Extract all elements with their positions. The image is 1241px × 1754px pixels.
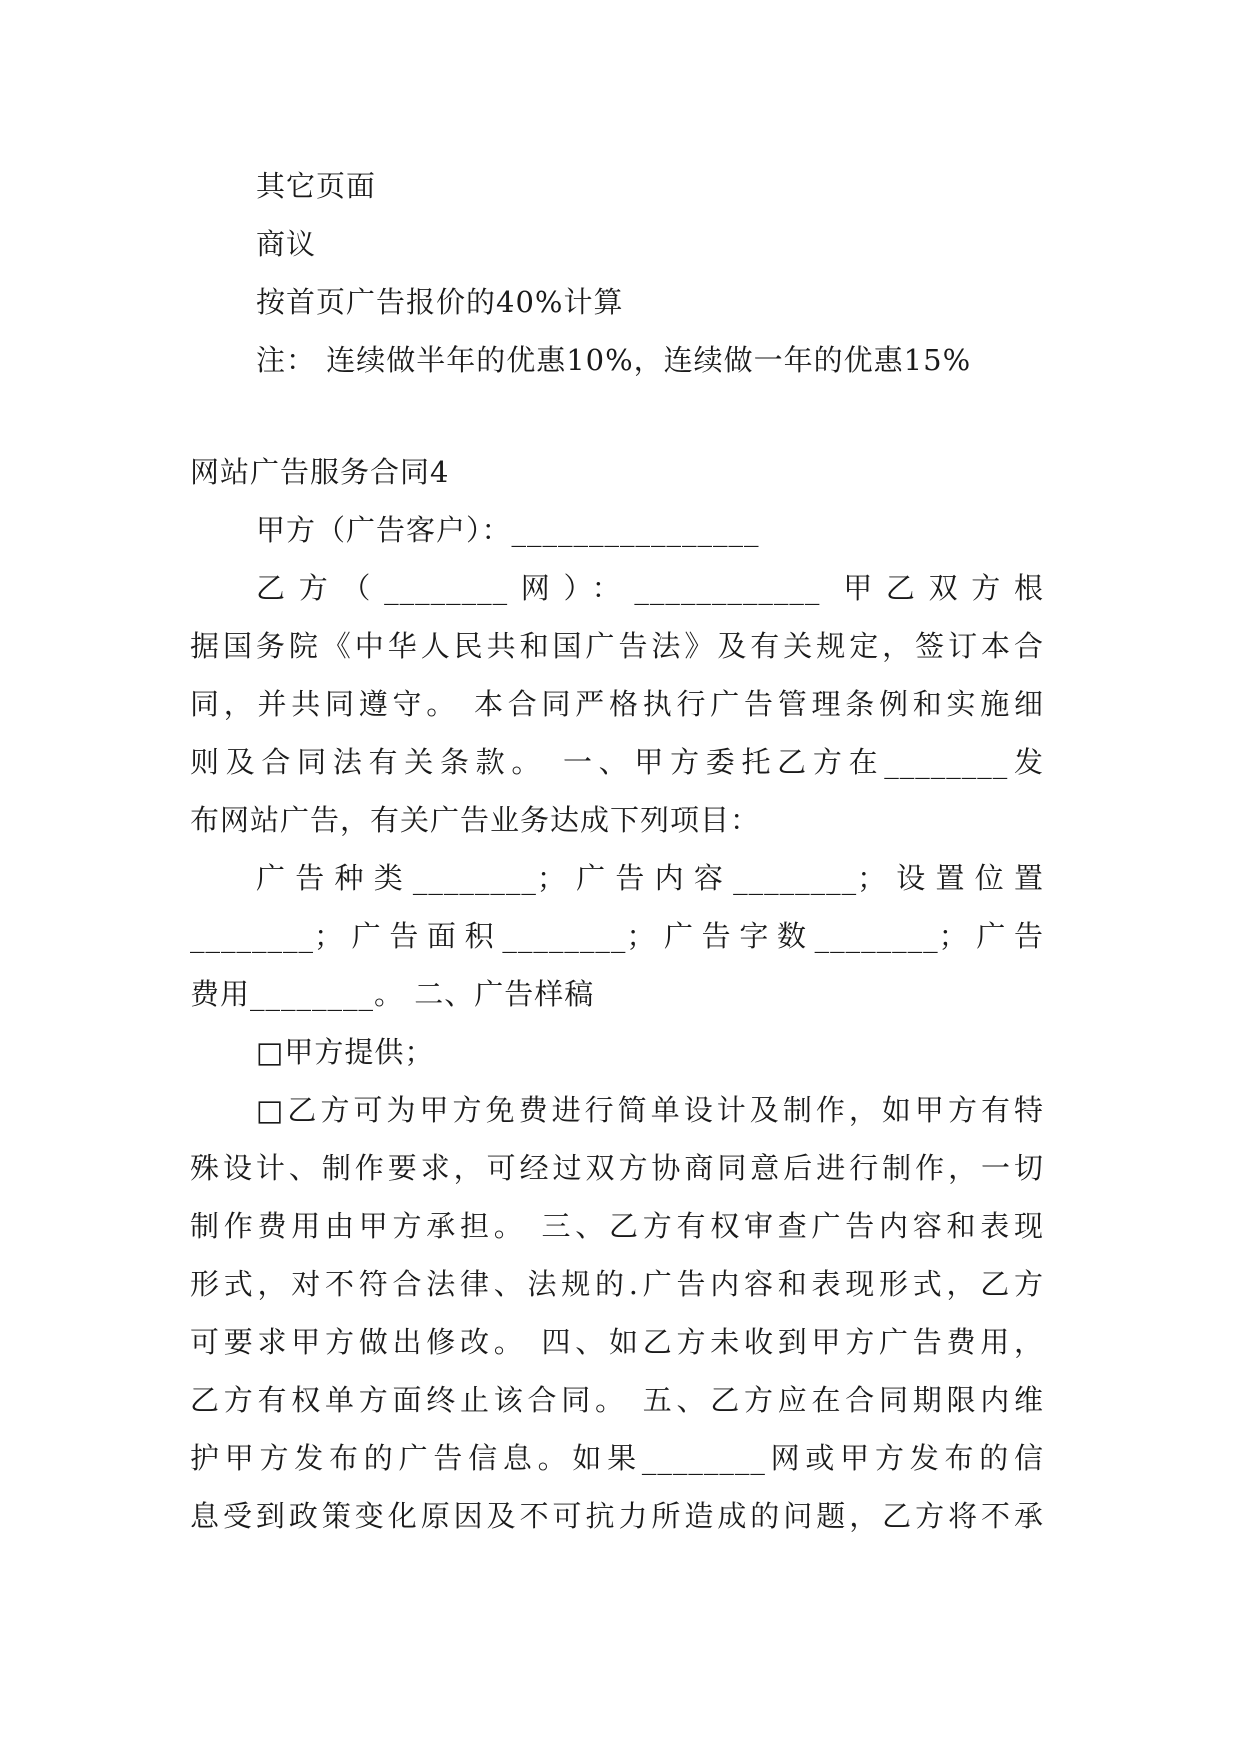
- contract-body-line: 形式，对不符合法律、法规的.广告内容和表现形式，乙方: [190, 1267, 1044, 1301]
- ad-items-line: 费用________。 二、广告样稿: [190, 977, 595, 1011]
- contract-body-line: 则及合同法有关条款。 一、甲方委托乙方在________发: [190, 745, 1044, 779]
- price-item-calculation: 按首页广告报价的40%计算: [256, 285, 624, 319]
- ad-items-line: ________；广告面积________；广告字数________；广告: [190, 919, 1044, 953]
- contract-body-line: 制作费用由甲方承担。 三、乙方有权审查广告内容和表现: [190, 1209, 1044, 1243]
- party-b-line: 乙方（________网）：____________ 甲乙双方根: [256, 571, 1044, 605]
- party-a-line: 甲方（广告客户）：________________: [256, 513, 760, 547]
- contract-title: 网站广告服务合同4: [190, 455, 450, 489]
- contract-body-line: 护甲方发布的广告信息。如果________网或甲方发布的信: [190, 1441, 1044, 1475]
- price-item-other-pages: 其它页面: [256, 169, 377, 203]
- contract-body-line: 乙方有权单方面终止该合同。 五、乙方应在合同期限内维: [190, 1383, 1044, 1417]
- price-note: 注： 连续做半年的优惠10%，连续做一年的优惠15%: [256, 343, 972, 377]
- contract-body-line: 布网站广告，有关广告业务达成下列项目：: [190, 803, 761, 837]
- contract-body-line: 同，并共同遵守。 本合同严格执行广告管理条例和实施细: [190, 687, 1044, 721]
- ad-items-line: 广告种类________；广告内容________；设置位置: [256, 861, 1044, 895]
- price-item-negotiable: 商议: [256, 227, 317, 261]
- contract-body-line: 据国务院《中华人民共和国广告法》及有关规定，签订本合: [190, 629, 1044, 663]
- contract-body-line: 可要求甲方做出修改。 四、如乙方未收到甲方广告费用，: [190, 1325, 1044, 1359]
- contract-body-line: 殊设计、制作要求，可经过双方协商同意后进行制作，一切: [190, 1151, 1044, 1185]
- checkbox-option-party-b: □乙方可为甲方免费进行简单设计及制作，如甲方有特: [256, 1093, 1044, 1127]
- checkbox-option-party-a: □甲方提供；: [256, 1035, 435, 1069]
- contract-body-line: 息受到政策变化原因及不可抗力所造成的问题，乙方将不承: [190, 1499, 1044, 1533]
